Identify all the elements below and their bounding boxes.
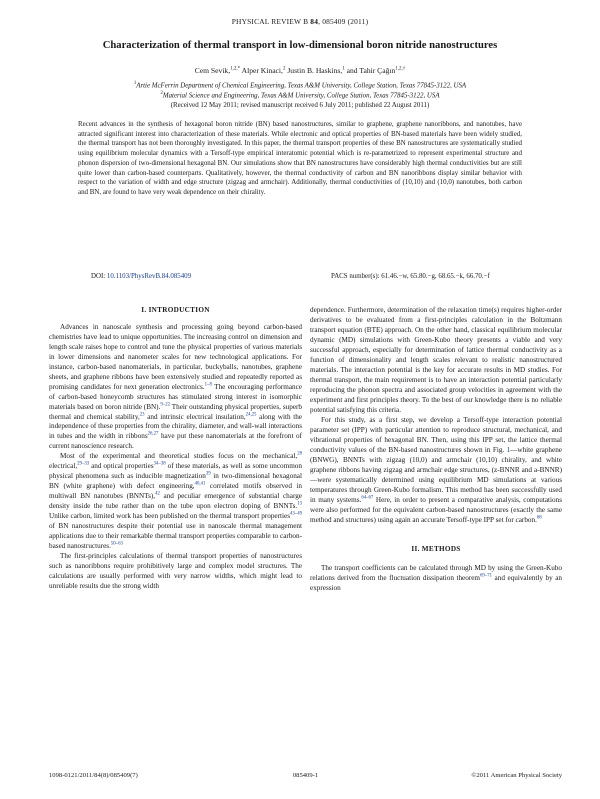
article-number: , 085409 (2011) [318, 17, 369, 26]
body-paragraph: The transport coefficients can be calculated through MD by using the Green-Kubo relations derived from the fluctuation dissipation theorem$^{69-71}$ and equivalently by an expression [310, 563, 562, 592]
journal-volume: 84 [310, 17, 319, 26]
affiliation-text: Material Science and Engineering, Texas A&M University, College Station, Texas 77845-3122, USA [162, 92, 440, 100]
affiliation-marker: 2 [160, 91, 163, 96]
received-dates: (Received 12 May 2011; revised manuscript received 6 July 2011; published 22 August 2011) [170, 102, 430, 109]
section-heading-methods: II. METHODS [411, 544, 461, 553]
body-paragraph: Most of the experimental and theoretical studies focus on the mechanical,$^{28}$ electrical,$^{29-33}$ and optical properties$^{34-38}$ of these materials, as well as some uncommon physical phenomena such as inducible magnetization$^{39}$ in two-dimensional hexagonal BN (white graphene) with defect engineering,$^{40,41}$ correlated motifs observed in multiwall BN nanotubes (BNNTs),$^{42}$ and peculiar emergence of substantial charge density inside the tube rather than on the tube upon electron doping of BNNTs.$^{13}$ Unlike carbon, limited work has been published on the thermal transport properties$^{43-49}$ of BN nanostructures despite their potential use in nanoscale thermal management applications due to their remarkable thermal transport properties comparable to carbon-based nanostructures.$^{50-63}$ [49, 451, 302, 550]
section-heading-introduction: I. INTRODUCTION [141, 306, 210, 314]
doi-line [91, 273, 521, 280]
doi-link[interactable]: 10.1103/PhysRevB.84.085409 [106, 273, 192, 280]
body-paragraph: For this study, as a first step, we develop a Tersoff-type interaction potential parameter set (IPP) with particular attention to reproduce structural, mechanical, and vibrational properties of hexagonal BN. Then, using this IPP set, the lattice thermal conductivity values of the BN-based nanostructures shown in Fig. 1—white graphene (BNWG), BNNTs with zigzag (10,0) and armchair (10,10) chirality, and white graphene ribbons having zigzag and armchair edge structures, (z-BNNR and a-BNNR)—were systematically determined using equilibrium MD simulations at various temperatures through Green-Kubo formalism. This method has been successfully used in many systems.$^{64-67}$ Here, in order to present a comparative analysis, computations were also performed for the equivalent carbon-based nanostructures (exactly the same method and structures) using again an accurate Tersoff-type IPP set for carbon.$^{68}$ [310, 416, 562, 525]
footer-issn: 1098-0121/2011/84(8)/085409(7) [49, 772, 138, 779]
journal-header [0, 17, 600, 26]
body-paragraph: The first-principles calculations of thermal transport properties of nanostructures such as nanoribbons require prohibitively large and complex model structures. The calculations are usually performed with very narrow widths, which might lead to unreliable results due the strong width [49, 551, 302, 590]
author-name: Cem Sevik, [194, 66, 231, 75]
affiliation-text: Artie McFerrin Department of Chemical Engineering, Texas A&M University, College Station, Texas 77845-3122, USA [136, 82, 467, 90]
body-paragraph: dependence. Furthermore, determination of the relaxation time(s) requires higher-order derivatives to be evaluated from a first-principles calculation in the Boltzmann transport equation (BTE) approach. On the other hand, classical equilibrium molecular dynamic (MD) simulations with Green-Kubo theory presents a viable and very successful approach, especially for determination of lattice thermal conductivity as a function of dimensionality and length scales relevant to realistic nanostructured materials. The interaction potential is the key for accurate results in MD studies. For thermal transport, the main requirement is to have an interaction potential particularly reproducing the phonon spectra and associated group velocities in agreement with the experiment and first principles theory. To the best of our knowledge there is no reliable potential satisfying this criteria. [310, 306, 562, 414]
pacs-numbers: PACS number(s): 61.46.−w, 65.80.−g, 68.65.−k, 66.70.−f [331, 273, 490, 280]
author-name: Justin B. Haskins, [287, 66, 343, 75]
author-list [40, 66, 560, 75]
author-affil-marker: 2 [282, 66, 286, 72]
affiliation [40, 89, 560, 100]
author-affil-marker: 1,2,† [395, 66, 406, 72]
body-paragraph: Advances in nanoscale synthesis and processing going beyond carbon-based chemistries have lead to unique opportunities. The increasing control on dimension and length scale raises hope to control and tune the physical properties of various materials in lower dimensions and nanometer scales for new technological applications. For instance, carbon-based nanomaterials, in particular, buckyballs, nanotubes, graphene sheets, and graphene ribbons have been extensively studied and repeatedly reported as promising candidates for next generation electronics.$^{1-8}$ The encouraging performance of carbon-based honeycomb structures has stimulated strong interest in isomorphic materials based on boron nitride (BN).$^{9-22}$ Their outstanding physical properties, superb thermal and chemical stability,$^{23}$ and intrinsic electrical insulation,$^{24,25}$ along with the independence of these properties from the chirality, diameter, and wall-wall interactions in tubes and the width in ribbons$^{26,27}$ have put these nanomaterials at the forefront of current nanoscience research. [49, 322, 303, 451]
right-column [310, 306, 562, 594]
left-column [49, 306, 302, 592]
author-name: Alper Kinaci, [241, 66, 283, 75]
abstract: Recent advances in the synthesis of hexagonal boron nitride (BN) based nanostructures, similar to graphene, graphene nanoribbons, and nanotubes, have attracted significant interest into characterization of these materials. While electronic and optical properties of BN-based materials have been widely studied, the thermal transport has not been thoroughly investigated. In this paper, the thermal transport properties of these BN nanostructures are systematically studied using equilibrium molecular dynamics with a Tersoff-type empirical interatomic potential which is re-parametrized to represent experimental structure and phonon dispersion of two-dimensional hexagonal BN. Our simulations show that BN nanostructures have considerably high thermal conductivities but are still quite lower than carbon-based counterparts. Qualitatively, however, the thermal conductivity of carbon and BN nanoribbons display similar behavior with respect to the variation of width and edge structure (zigzag and armchair). Additionally, thermal conductivities of (10,10) and (10,0) nanotubes, both carbon and BN, are found to have very weak dependence on their chirality. [78, 120, 522, 196]
doi-label: DOI: [91, 273, 106, 280]
author-name: and Tahir Çağın [346, 66, 396, 75]
affiliation-marker: 1 [133, 81, 137, 86]
author-affil-marker: 1 [342, 66, 345, 72]
footer-copyright: ©2011 American Physical Society [471, 772, 562, 779]
journal-name: PHYSICAL REVIEW B [231, 17, 309, 26]
paper-title: Characterization of thermal transport in low-dimensional boron nitride nanostructures [102, 40, 498, 51]
footer-page-number: 085409-1 [292, 772, 319, 779]
author-affil-marker: 1,2,* [230, 66, 241, 72]
page-footer [49, 772, 562, 779]
